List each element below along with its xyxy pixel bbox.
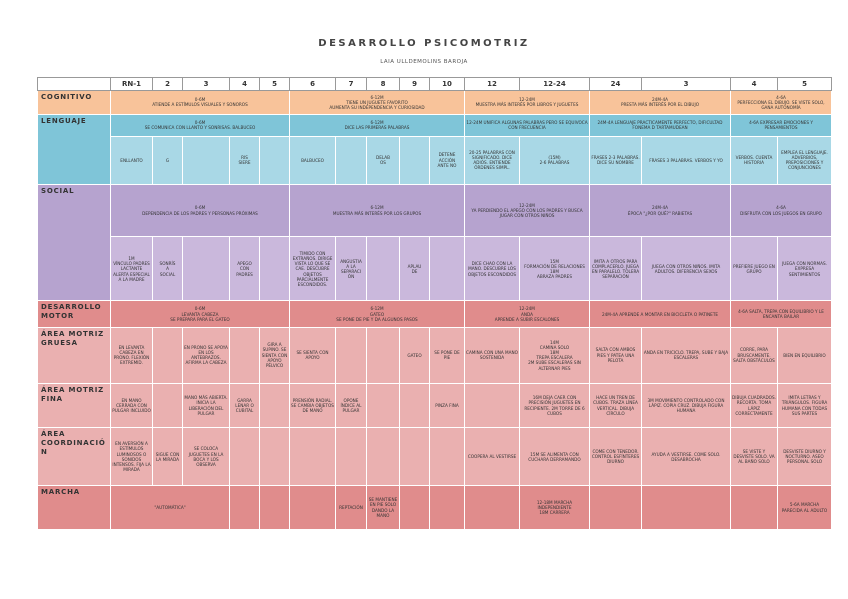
- detail-cell: SALTA CON AMBOS PIES Y PATEA UNA PELOTA: [590, 327, 642, 383]
- detail-cell: [400, 486, 430, 530]
- detail-cell: [367, 327, 400, 383]
- development-table: [37, 77, 832, 530]
- row-social: [38, 184, 832, 237]
- row-marcha: [38, 486, 832, 530]
- detail-cell: MANO MÁS ABIERTA. INICIA LA LIBERACIÓN DEL PULGAR: [183, 383, 230, 428]
- detail-cell: SE SIENTA CON APOYO: [290, 327, 336, 383]
- detail-cell: APEGO CON PADRES: [230, 237, 260, 301]
- range-4-6a: 4-6A EXPRESAR EMOCIONES Y PENSAMIENTOS: [731, 114, 832, 136]
- detail-cell: [183, 136, 230, 184]
- detail-cell: 16M DEJA CAER CON PRECISIÓN JUGUETES EN RECIPIENTE. 2M TORRE DE 6 CUBOS: [520, 383, 590, 428]
- detail-cell: [731, 486, 778, 530]
- detail-cell: [465, 486, 520, 530]
- detail-cell: AYUDA A VESTIRSE. COME SOLO. DESABROCHA: [642, 428, 731, 486]
- detail-cell: DESVISTE DIURNO Y NOCTURNO. ASEO PERSONAL SOLO: [778, 428, 832, 486]
- age-col-3: 3: [183, 78, 230, 91]
- detail-cell: DIBUJA CUADRADOS. RECORTA. TOMA LÁPIZ CORRECTAMENTE: [731, 383, 778, 428]
- range-6-12m: 6-12M TIENE UN JUGUETE FAVORITO AUMENTA SU INDEPENDENCIA Y CURIOSIDAD: [290, 91, 465, 114]
- detail-cell: 15M SE ALIMENTA CON CUCHARA DERRAMANDO: [520, 428, 590, 486]
- category-label: SOCIAL: [38, 184, 111, 301]
- detail-cell: TIMIDO CON EXTRAÑOS. DIRIGE VISTA LO QUE SE CAE. DESCUBRE OBJETOS PARCIALMENTE ESCONDIDOS.: [290, 237, 336, 301]
- range-4-6a: 4-6A SALTA, TREPA CON EQUILIBRIO Y LE ENCANTA BAILAR: [731, 301, 832, 327]
- range-24m-4a: 24M-4A LENGUAJE PRACTICAMENTE PERFECTO, DIFICULTAD FONEMA D TARTAMUDEAN: [590, 114, 731, 136]
- range-4-6a: 4-6A DISFRUTA CON LOS JUEGOS EN GRUPO: [731, 184, 832, 237]
- detail-cell: (15M) 2-6 PALABRAS: [520, 136, 590, 184]
- detail-cell: [290, 428, 336, 486]
- detail-cell: [230, 428, 260, 486]
- detail-cell: APLAU DE: [400, 237, 430, 301]
- category-label: DESARROLLO MOTOR: [38, 301, 111, 327]
- category-label: ÁREA MOTRIZ GRUESA: [38, 327, 111, 383]
- detail-cell: 14M CAMINA SOLO 18M TREPA ESCALERA 2M SUBE ESCALERAS SIN ALTERNAR PIES: [520, 327, 590, 383]
- detail-cell: [400, 428, 430, 486]
- range-12-24m: 12-24M MUESTRA MÁS INTERÉS POR LIBROS Y JUGUETES: [465, 91, 590, 114]
- detail-cell: ENLLANTO: [111, 136, 153, 184]
- detail-cell: 1M VÍNCULO PADRES LACTANTE ALERTA ESPECIAL A LA MADRE: [111, 237, 153, 301]
- document-title: DESARROLLO PSICOMOTRIZ: [318, 38, 530, 49]
- detail-cell: [465, 383, 520, 428]
- detail-cell: GIRA A SUPINO. SE SIENTA CON APOYO PÉLVICO: [260, 327, 290, 383]
- detail-cell: VERBOS. CUENTA HISTORIA: [731, 136, 778, 184]
- detail-cell: OPONE ÍNDICE AL PULGAR: [336, 383, 367, 428]
- range-12-24m: 12-24M UNIFICA ALGUNAS PALABRAS PERO SE EQUIVOCA CON FRECUENCIA: [465, 114, 590, 136]
- detail-cell: DELAB OS: [367, 136, 400, 184]
- range-24m-4a: 24M-4A PRESTA MÁS INTERÉS POR EL DIBUJO: [590, 91, 731, 114]
- detail-cell: [153, 383, 183, 428]
- detail-cell: RIS SIERE: [230, 136, 260, 184]
- row-desarrollo-motor: [38, 301, 832, 327]
- range-4-6a: 4-6A PERFECCIONA EL DIBUJO. SE VISTE SOLO, GANA AUTONOMÍA: [731, 91, 832, 114]
- age-col-24: 24: [590, 78, 642, 91]
- detail-cell: [400, 383, 430, 428]
- detail-cell: [260, 237, 290, 301]
- document-author: LAIA ULLDEMOLINS BAROJA: [380, 59, 468, 65]
- detail-cell: BALBUCEO: [290, 136, 336, 184]
- detail-cell: GARRA LENAR O CUBITAL: [230, 383, 260, 428]
- detail-cell: [153, 327, 183, 383]
- detail-cell: [260, 486, 290, 530]
- detail-cell: [430, 237, 465, 301]
- detail-cell: 15M FORMACIÓN DE RELACIONES 18M ABRAZA PADRES: [520, 237, 590, 301]
- detail-cell: REPTACIÓN: [336, 486, 367, 530]
- detail-cell: COOPERA AL VESTIRSE: [465, 428, 520, 486]
- row-social-detail: [38, 237, 832, 301]
- detail-cell: [367, 428, 400, 486]
- detail-cell: PRENSIÓN RADIAL. SE CAMBIA OBJETOS DE MANO: [290, 383, 336, 428]
- age-col-2: 2: [153, 78, 183, 91]
- detail-cell: FRASES 2-3 PALABRAS. DICE SU NOMBRE: [590, 136, 642, 184]
- detail-cell: ANDA EN TRICICLO. TREPA, SUBE Y BAJA ESCALERAS: [642, 327, 731, 383]
- detail-cell: [367, 383, 400, 428]
- detail-cell: PREFIERE JUEGO EN GRUPO: [731, 237, 778, 301]
- age-col-5y: 5: [778, 78, 832, 91]
- range-0-6m: 0-6M LEVANTA CABEZA SE PREPARA PARA EL GATEO: [111, 301, 290, 327]
- age-col-7: 7: [336, 78, 367, 91]
- row-motriz-fina: [38, 383, 832, 428]
- age-col-6: 6: [290, 78, 336, 91]
- detail-cell: SE MANTIENE EN PIE SOLO DANDO LA MANO: [367, 486, 400, 530]
- detail-cell: [430, 486, 465, 530]
- detail-cell: SE COLOCA JUGUETES EN LA BOCA Y LOS OBSERVA: [183, 428, 230, 486]
- detail-cell: EN MANO CERRADA CON PULGAR INCLUIDO: [111, 383, 153, 428]
- row-motriz-gruesa: [38, 327, 832, 383]
- detail-cell: [400, 136, 430, 184]
- detail-cell: IMITA A OTROS PARA COMPLACERLO. JUEGA EN PARALELO. TOLERA SEPARACIÓN: [590, 237, 642, 301]
- range-12-24m: 12-24M ANDA APRENDE A SUBIR ESCALONES: [465, 301, 590, 327]
- range-6-12m: 6-12M MUESTRA MÁS INTERÉS POR LOS GRUPOS: [290, 184, 465, 237]
- age-col-12: 12: [465, 78, 520, 91]
- range-12-24m: 12-24M YA PERDIENDO EL APEGO CON LOS PADRES Y BUSCA JUGAR CON OTROS NIÑOS: [465, 184, 590, 237]
- detail-cell: 20-25 PALABRAS CON SIGNIFICADO. DICE ADIÓS. ENTIENDE ÓRDENES SIMPL.: [465, 136, 520, 184]
- detail-cell: 5-6A MARCHA PARECIDA AL ADULTO: [778, 486, 832, 530]
- age-col-5: 5: [260, 78, 290, 91]
- range-0-6m: 0-6M ATIENDE A ESTÍMULOS VISUALES Y SONOROS: [111, 91, 290, 114]
- detail-cell: [230, 327, 260, 383]
- age-col-4y: 4: [731, 78, 778, 91]
- detail-cell: 12-18M MARCHA INDEPENDIENTE 18M CARRERA: [520, 486, 590, 530]
- detail-cell: [230, 486, 260, 530]
- category-label: LENGUAJE: [38, 114, 111, 184]
- detail-cell: SIGUE CON LA MIRADA: [153, 428, 183, 486]
- detail-cell: SE VISTE Y DESVISTE SOLO. VA AL BAÑO SOLO: [731, 428, 778, 486]
- age-col-3y: 3: [642, 78, 731, 91]
- detail-cell: [260, 383, 290, 428]
- detail-cell: [336, 136, 367, 184]
- detail-cell: EN PRONO SE APOYA EN LOS ANTEBRAZOS. AFIRMA LA CABEZA: [183, 327, 230, 383]
- detail-cell: CAMINA CON UNA MANO SOSTENIDA: [465, 327, 520, 383]
- detail-cell: CORRE, PARA BRUSCAMENTE. SALTA OBSTÁCULOS: [731, 327, 778, 383]
- detail-cell: HACE UN TREN DE CUBOS. TRAZA LÍNEA VERTICAL. DIBUJA CÍRCULO: [590, 383, 642, 428]
- range-0-6m: 0-6M DEPENDENCIA DE LOS PADRES Y PERSONAS PRÓXIMAS: [111, 184, 290, 237]
- category-label: MARCHA: [38, 486, 111, 530]
- detail-cell: COME CON TENEDOR. CONTROL ESFÍNTERES DIURNO: [590, 428, 642, 486]
- age-col-12-24: 12-24: [520, 78, 590, 91]
- detail-cell: EN AVERSIÓN A ESTÍMULOS LUMINOSOS O SONIDOS INTENSOS. FIJA LA MIRADA: [111, 428, 153, 486]
- detail-cell: [336, 327, 367, 383]
- detail-cell: EMPLEA EL LENGUAJE. ADVERBIOS, PREPOSICIONES Y CONJUNCIONES: [778, 136, 832, 184]
- row-lenguaje-detail: [38, 136, 832, 184]
- detail-cell: [290, 486, 336, 530]
- detail-cell: FRASES 3 PALABRAS. VERBOS Y YO: [642, 136, 731, 184]
- detail-cell: BIEN EN EQUILIBRIO: [778, 327, 832, 383]
- row-coordinacion: [38, 428, 832, 486]
- age-col-10: 10: [430, 78, 465, 91]
- detail-cell: [642, 486, 731, 530]
- range-0-6m: 0-6M SE COMUNICA CON LLANTO Y SONRISAS. BALBUCEO: [111, 114, 290, 136]
- age-col-8: 8: [367, 78, 400, 91]
- category-label: ÁREA COORDINACIÓN: [38, 428, 111, 486]
- detail-cell: SONRÍS A SOCIAL: [153, 237, 183, 301]
- age-col-9: 9: [400, 78, 430, 91]
- range-6-12m: 6-12M GATEO SE PONE DE PIE Y DA ALGUNOS PASOS: [290, 301, 465, 327]
- detail-cell: JUEGA CON OTROS NIÑOS. IMITA ADULTOS. DIFERENCIA SEXOS: [642, 237, 731, 301]
- detail-cell: DETENE ACCIÓN ANTE NO: [430, 136, 465, 184]
- age-header-row: [38, 78, 832, 91]
- range-24m-4a: 24M-4A APRENDE A MONTAR EN BICICLETA O PATINETE: [590, 301, 731, 327]
- detail-cell: [336, 428, 367, 486]
- detail-cell: [183, 237, 230, 301]
- category-label: COGNITIVO: [38, 91, 111, 114]
- detail-cell: "AUTOMÁTICA": [111, 486, 230, 530]
- age-col-rn-1: RN-1: [111, 78, 153, 91]
- detail-cell: 3M MOVIMIENTO CONTROLADO CON LÁPIZ. COPIA CRUZ. DIBUJA FIGURA HUMANA: [642, 383, 731, 428]
- detail-cell: IMITA LETRAS Y TRIÁNGULOS. FIGURA HUMANA CON TODAS SUS PARTES: [778, 383, 832, 428]
- row-lenguaje: [38, 114, 832, 136]
- range-6-12m: 6-12M DICE LAS PRIMERAS PALABRAS: [290, 114, 465, 136]
- detail-cell: DICE CHAO CON LA MANO. DESCUBRE LOS OBJETOS ESCONDIDOS: [465, 237, 520, 301]
- age-col-4: 4: [230, 78, 260, 91]
- detail-cell: [260, 136, 290, 184]
- detail-cell: [430, 428, 465, 486]
- detail-cell: [260, 428, 290, 486]
- detail-cell: EN LEVANTA CABEZA EN PRONO. FLEXIÓN EXTREMID.: [111, 327, 153, 383]
- detail-cell: SE PONE DE PIE: [430, 327, 465, 383]
- category-label: ÁREA MOTRIZ FINA: [38, 383, 111, 428]
- detail-cell: [367, 237, 400, 301]
- row-cognitivo: [38, 91, 832, 114]
- header-corner: [38, 78, 111, 91]
- detail-cell: GATEO: [400, 327, 430, 383]
- detail-cell: ANGUSTIA A LA SEPARACI ÓN: [336, 237, 367, 301]
- detail-cell: G: [153, 136, 183, 184]
- detail-cell: [590, 486, 642, 530]
- range-24m-4a: 24M-4A ÉPOCA "¿POR QUÉ?" RABIETAS: [590, 184, 731, 237]
- detail-cell: PINZA FINA: [430, 383, 465, 428]
- detail-cell: JUEGA CON NORMAS. EXPRESA SENTIMIENTOS: [778, 237, 832, 301]
